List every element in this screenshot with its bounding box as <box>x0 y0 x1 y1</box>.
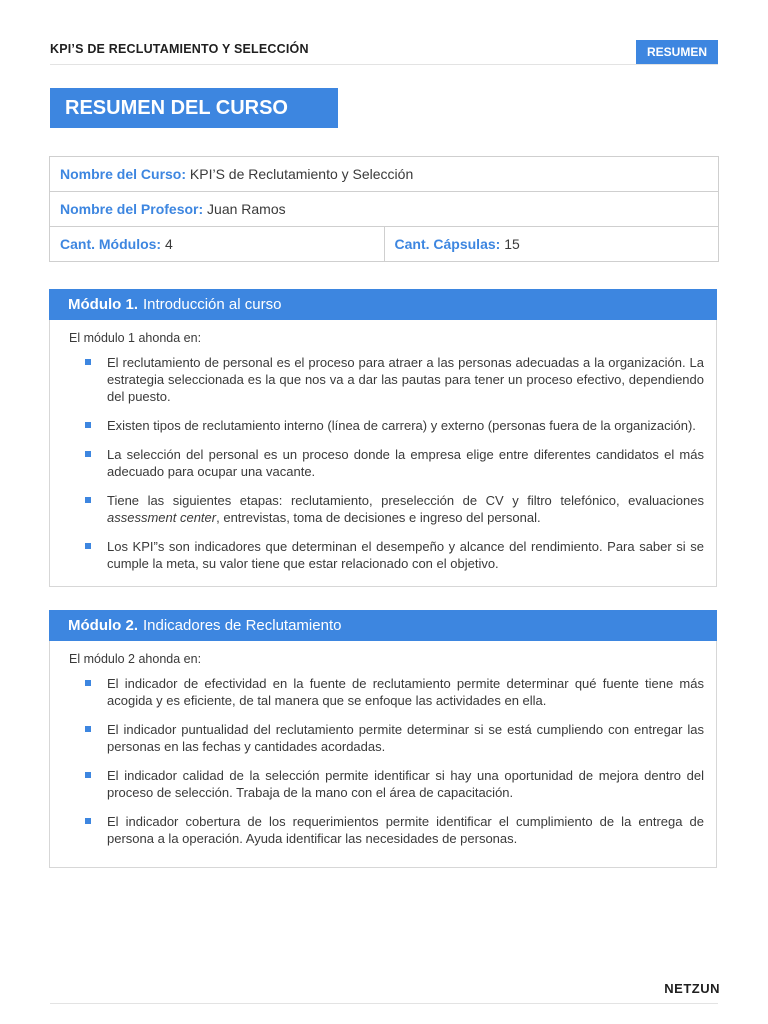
module-2-title: Indicadores de Reclutamiento <box>143 617 342 634</box>
document-header-title: KPI’S DE RECLUTAMIENTO Y SELECCIÓN <box>50 42 309 56</box>
square-bullet-icon <box>85 680 91 686</box>
module-2-list <box>69 675 704 847</box>
list-item-text: Los KPI”s son indicadores que determinan el desempeño y alcance del rendimiento. Para saber si se cumple la meta, su valor tiene que estar relacionado con el objetivo. <box>107 539 704 571</box>
capsules-count-value: 15 <box>504 236 520 252</box>
section-badge: RESUMEN <box>636 40 718 64</box>
list-item <box>69 767 704 801</box>
header-divider <box>50 64 718 65</box>
module-2-intro: El módulo 2 ahonda en: <box>69 652 202 666</box>
counts-row <box>50 227 719 262</box>
list-item <box>69 446 704 480</box>
module-1-title: Introducción al curso <box>143 296 282 313</box>
teacher-value: Juan Ramos <box>207 201 286 217</box>
list-item-text: El indicador cobertura de los requerimientos permite identificar el cumplimiento de la entrega de persona a la operación. Ayuda identificar las necesidades de personas. <box>107 814 704 846</box>
module-1-list <box>69 354 704 572</box>
module-2-body <box>50 641 716 871</box>
list-item <box>69 675 704 709</box>
list-item <box>69 417 704 434</box>
square-bullet-icon <box>85 543 91 549</box>
course-name-cell <box>50 157 719 192</box>
square-bullet-icon <box>85 772 91 778</box>
modules-count-label: Cant. Módulos: <box>60 236 162 252</box>
module-1-intro: El módulo 1 ahonda en: <box>69 331 202 345</box>
square-bullet-icon <box>85 726 91 732</box>
course-name-value: KPI’S de Reclutamiento y Selección <box>189 166 414 182</box>
list-item-text-start: Tiene las siguientes etapas: reclutamiento, preselección de CV y filtro telefónico, evaluaciones <box>107 493 704 508</box>
capsules-count-cell <box>384 227 719 262</box>
list-item <box>69 813 704 847</box>
square-bullet-icon <box>85 359 91 365</box>
course-name-label: Nombre del Curso: <box>60 166 187 182</box>
list-item-text: El reclutamiento de personal es el proceso para atraer a las personas adecuadas a la organización. La estrategia seleccionada es la que nos va a dar las pautas para tener un proceso efectivo, dependiendo del puesto. <box>107 355 704 404</box>
module-1-section <box>49 289 717 587</box>
list-item-text: El indicador puntualidad del reclutamiento permite determinar si se está cumpliendo con entregar las personas en las fechas y cantidades acordadas. <box>107 722 704 754</box>
square-bullet-icon <box>85 451 91 457</box>
list-item-text: Existen tipos de reclutamiento interno (línea de carrera) y externo (personas fuera de la organización). <box>107 418 696 433</box>
teacher-cell <box>50 192 719 227</box>
list-item <box>69 538 704 572</box>
square-bullet-icon <box>85 497 91 503</box>
module-2-section <box>49 610 717 868</box>
list-item-text: El indicador calidad de la selección permite identificar si hay una oportunidad de mejora dentro del proceso de selección. Trabaja de la mano con el área de capacitación. <box>107 768 704 800</box>
footer-divider <box>50 1003 718 1004</box>
module-1-number: Módulo 1. <box>68 296 138 313</box>
list-item <box>69 354 704 405</box>
module-1-body <box>50 320 716 586</box>
capsules-count-label: Cant. Cápsulas: <box>394 236 501 252</box>
teacher-label: Nombre del Profesor: <box>60 201 204 217</box>
module-2-header <box>49 610 717 641</box>
module-2-number: Módulo 2. <box>68 617 138 634</box>
module-1-header <box>49 289 717 320</box>
page-title: RESUMEN DEL CURSO <box>50 88 338 128</box>
list-item-text-end: , entrevistas, toma de decisiones e ingreso del personal. <box>216 510 541 525</box>
course-name-row <box>50 157 719 192</box>
modules-count-value: 4 <box>165 236 173 252</box>
list-item-text: El indicador de efectividad en la fuente de reclutamiento permite determinar qué fuente tiene más acogida y es eficiente, de tal manera que se enfoque las actividades en ella. <box>107 676 704 708</box>
course-info-table <box>49 156 719 262</box>
square-bullet-icon <box>85 422 91 428</box>
teacher-row <box>50 192 719 227</box>
netzun-logo: NETZUN <box>664 981 720 996</box>
list-item-text: La selección del personal es un proceso donde la empresa elige entre diferentes candidatos el más adecuado para ocupar una vacante. <box>107 447 704 479</box>
list-item <box>69 492 704 526</box>
modules-count-cell <box>50 227 385 262</box>
square-bullet-icon <box>85 818 91 824</box>
list-item-emphasis: assessment center <box>107 510 217 525</box>
list-item <box>69 721 704 755</box>
